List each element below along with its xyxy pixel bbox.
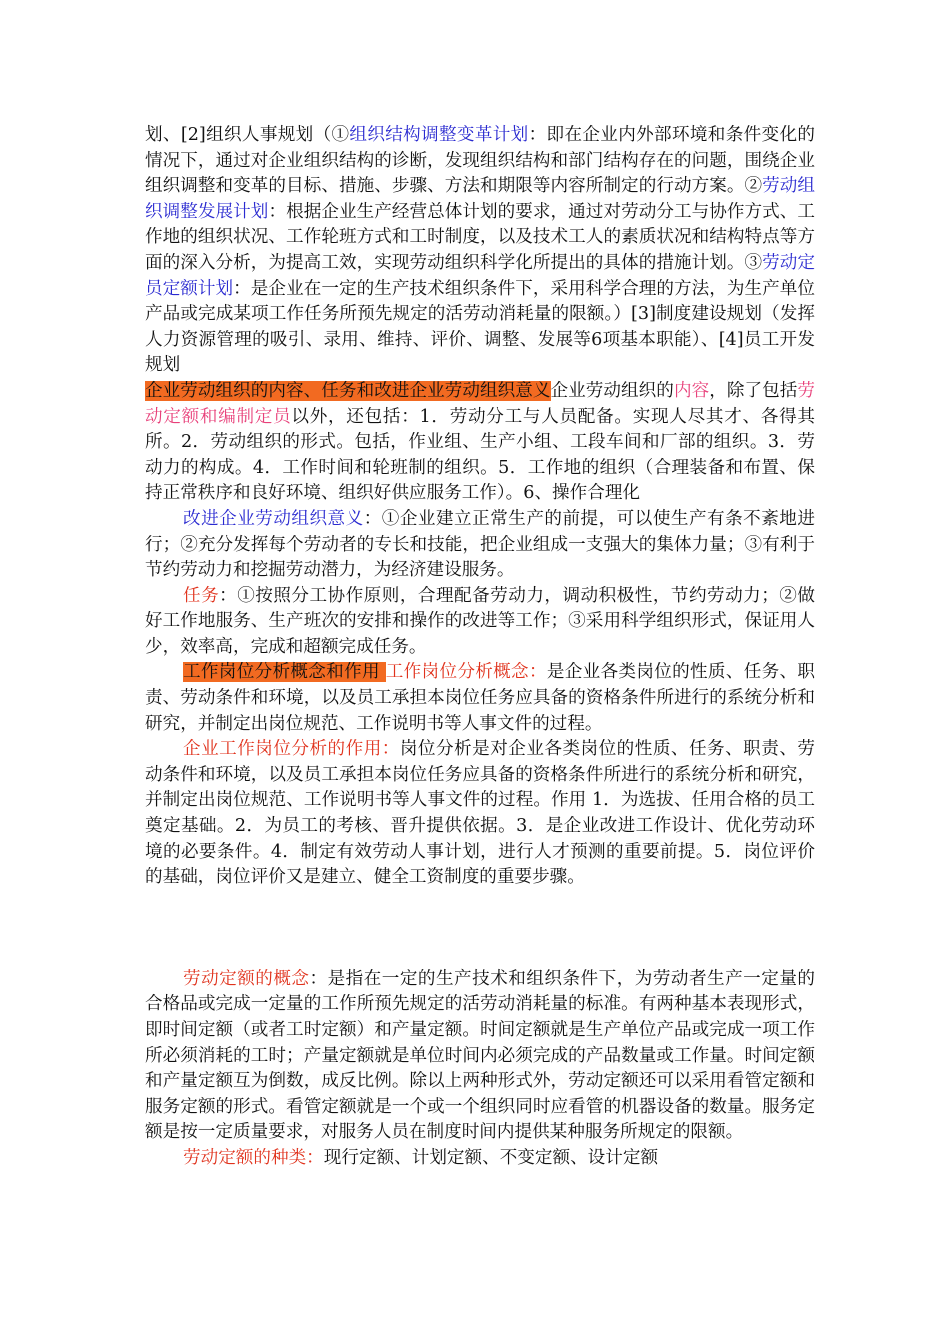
term-tasks: 任务	[183, 585, 220, 606]
paragraph-improvement-significance	[145, 507, 815, 584]
term-labor-org-plan: 劳动组织调整发展计划	[145, 176, 815, 222]
highlighted-heading: 企业劳动组织的内容、任务和改进企业劳动组织意义	[145, 380, 551, 401]
paragraph-job-analysis-role	[145, 737, 815, 891]
text: ：①按照分工协作原则，合理配备劳动力，调动积极性，节约劳动力；②做好工作地服务、生产班次的安排和操作的改进等工作；③采用科学组织形式，保证用人少，效率高，完成和超额完成任务。	[145, 585, 815, 657]
paragraph-hr-planning	[145, 123, 815, 379]
text: 企业劳动组织的	[550, 380, 674, 401]
term-staffing-quota-plan: 劳动定员定额计划	[145, 252, 815, 299]
text: 划、[2]组织人事规划（①	[145, 125, 350, 145]
term-labor-quota-types: 劳动定额的种类：	[183, 1147, 324, 1168]
text: 是企业各类岗位的性质、任务、职责、劳动条件和环境，以及员工承担本岗位任务应具备的资格条件所进行的系统分析和研究，并制定出岗位规范、工作说明书等人事文件的过程。	[145, 662, 815, 734]
term-content: 内容	[673, 380, 710, 401]
term-labor-quota-concept: 劳动定额的概念	[183, 968, 310, 989]
paragraph-job-analysis-concept	[145, 660, 815, 737]
term-job-analysis-concept: 工作岗位分析概念：	[385, 662, 547, 683]
text: ：即在企业内外部环境和条件变化的情况下，通过对企业组织结构的诊断，发现组织结构和部门结构存在的问题，围绕企业组织调整和变革的目标、措施、步骤、方法和期限等内容所制定的行动方案。②	[145, 125, 815, 197]
paragraph-labor-quota-types	[145, 1146, 815, 1172]
text: ：①企业建立正常生产的前提，可以使生产有条不紊地进行；②充分发挥每个劳动者的专长和技能，把企业组成一支强大的集体力量；③有利于节约劳动力和挖掘劳动潜力，为经济建设服务。	[145, 508, 815, 581]
paragraph-labor-quota-concept	[145, 967, 815, 1146]
text: 岗位分析是对企业各类岗位的性质、任务、职责、劳动条件和环境，以及员工承担本岗位任务应具备的资格条件所进行的系统分析和研究，并制定出岗位规范、工作说明书等人事文件的过程。作用 1．为选拔、任用合格的员工奠定基础。2．为员工的考核、晋升提供依据。3．是企业改进工作设计、优化劳动环境的必要条件。4．制定有效劳动人事计划，进行人才预测的重要前提。5．岗位评价的基础，岗位评价又是建立、健全工资制度的重要步骤。	[145, 739, 815, 888]
text: ，除了包括	[709, 380, 798, 401]
document-page	[145, 123, 815, 1172]
text: ：是企业在一定的生产技术组织条件下，采用科学合理的方法，为生产单位产品或完成某项工作任务所预先规定的活劳动消耗量的限额。）[3]制度建设规划（发挥人力资源管理的吸引、录用、维持、评价、调整、发展等6项基本职能）、[4]员工开发规划	[145, 278, 815, 376]
term-improvement-significance: 改进企业劳动组织意义	[183, 508, 364, 529]
term-quota-staffing: 劳动定额和编制定员	[145, 380, 815, 427]
term-org-structure-plan: 组织结构调整变革计划	[349, 125, 529, 145]
paragraph-tasks	[145, 584, 815, 661]
text: ：是指在一定的生产技术和组织条件下，为劳动者生产一定量的合格品或完成一定量的工作所预先规定的活劳动消耗量的标准。有两种基本表现形式，即时间定额（或者工时定额）和产量定额。时间定额就是生产单位产品或完成一项工作所必须消耗的工时；产量定额就是单位时间内必须完成的产品数量或工作量。时间定额和产量定额互为倒数，成反比例。除以上两种形式外，劳动定额还可以采用看管定额和服务定额的形式。看管定额就是一个或一个组织同时应看管的机器设备的数量。服务定额是按一定质量要求，对服务人员在制度时间内提供某种服务所规定的限额。	[145, 968, 815, 1143]
blank-space	[145, 891, 815, 967]
highlighted-heading: 工作岗位分析概念和作用	[183, 662, 386, 683]
term-job-analysis-role: 企业工作岗位分析的作用：	[183, 739, 400, 760]
text: 以外，还包括：1．劳动分工与人员配备。实现人尽其才、各得其所。2．劳动组织的形式。包括，作业组、生产小组、工段车间和厂部的组织。3．劳动力的构成。4．工作时间和轮班制的组织。5．工作地的组织（合理装备和布置、保持正常秩序和良好环境、组织好供应服务工作）。6、操作合理化	[145, 406, 815, 504]
paragraph-labor-organization	[145, 379, 815, 507]
text: 现行定额、计划定额、不变定额、设计定额	[323, 1147, 659, 1168]
text: ：根据企业生产经营总体计划的要求，通过对劳动分工与协作方式、工作地的组织状况、工作轮班方式和工时制度，以及技术工人的素质状况和结构特点等方面的深入分析，为提高工效，实现劳动组织科学化所提出的具体的措施计划。③	[145, 201, 815, 273]
